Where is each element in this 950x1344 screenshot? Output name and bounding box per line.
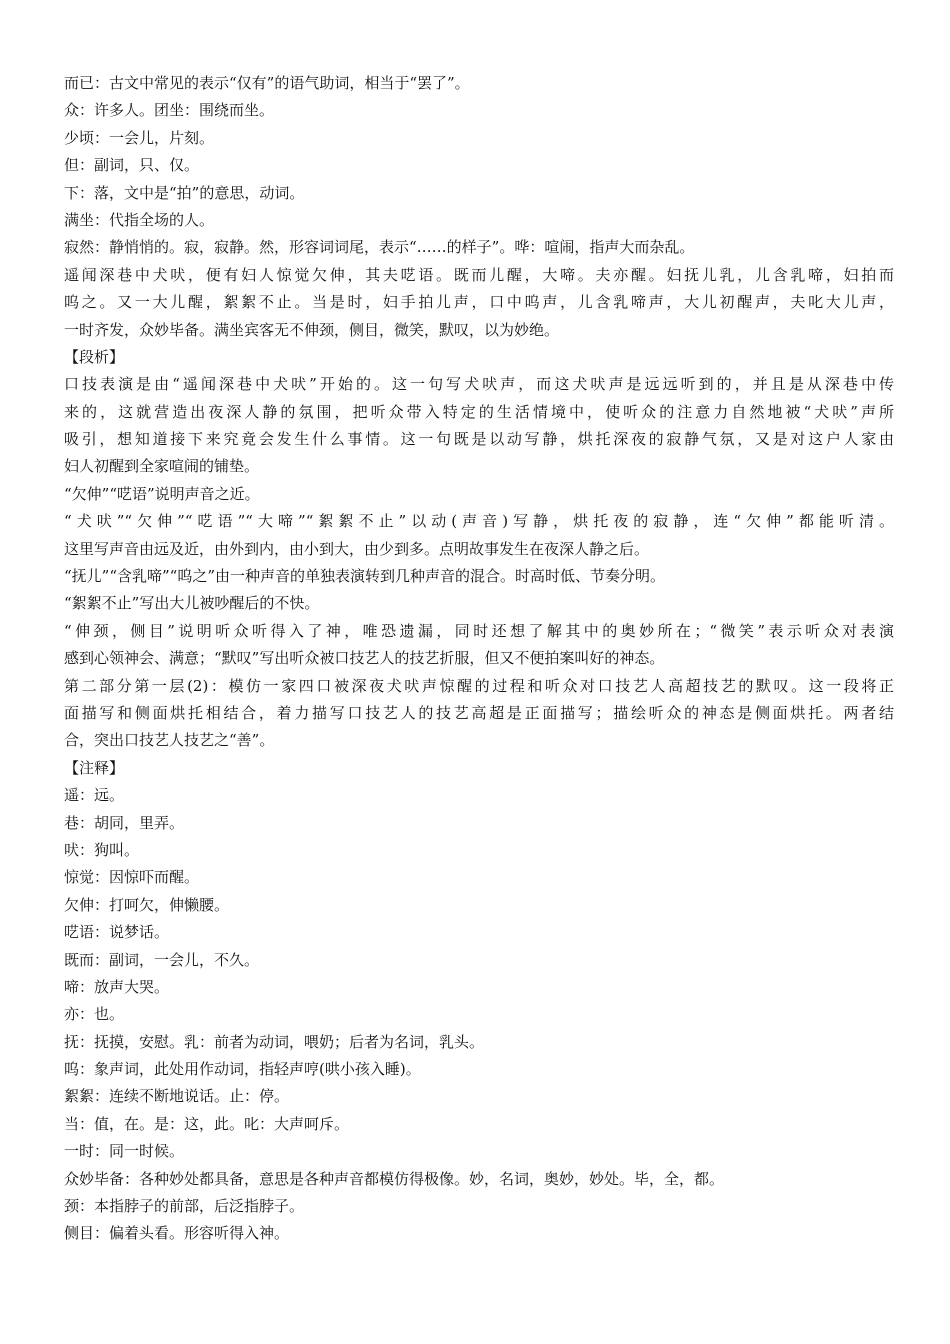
paragraph-line: 来的，这就营造出夜深人静的氛围，把听众带入特定的生活情境中，使听众的注意力自然地被“犬吠”声所 [64, 402, 894, 421]
paragraph-line: 吸引，想知道接下来究竟会发生什么事情。这一句既是以动写静，烘托深夜的寂静气氛，又是对这户人家由 [64, 430, 894, 449]
text-line: 众：许多人。团坐：围绕而坐。 [64, 101, 275, 120]
paragraph-line: 呜之。又一大儿醒，絮絮不止。当是时，妇手拍儿声，口中呜声，儿含乳啼声，大儿初醒声，夫叱大儿声， [64, 293, 894, 312]
annotation-line: 一时：同一时候。 [64, 1142, 185, 1161]
text-line: 少顷：一会儿，片刻。 [64, 128, 215, 147]
section-heading: 【段析】 [64, 347, 125, 366]
paragraph-line: “犬吠”“欠伸”“呓语”“大啼”“絮絮不止”以动(声音)写静，烘托夜的寂静，连“欠伸”都能听清。 [64, 512, 894, 531]
annotation-line: 众妙毕备：各种妙处都具备，意思是各种声音都模仿得极像。妙，名词，奥妙，妙处。毕，全，都。 [64, 1169, 725, 1188]
annotation-line: 侧目：偏着头看。形容听得入神。 [64, 1224, 290, 1243]
paragraph-line: 这里写声音由远及近，由外到内，由小到大，由少到多。点明故事发生在夜深人静之后。 [64, 539, 650, 558]
annotation-line: 亦：也。 [64, 1005, 125, 1024]
paragraph-line: 面描写和侧面烘托相结合，着力描写口技艺人的技艺高超是正面描写；描绘听众的神态是侧面烘托。两者结 [64, 703, 894, 722]
paragraph-line: 第二部分第一层(2)：模仿一家四口被深夜犬吠声惊醒的过程和听众对口技艺人高超技艺的默叹。这一段将正 [64, 676, 894, 695]
text-line: 寂然：静悄悄的。寂，寂静。然，形容词词尾，表示“……的样子”。哗：喧闹，指声大而杂乱。 [64, 238, 695, 257]
paragraph-line: 感到心领神会、满意；“默叹”写出听众被口技艺人的技艺折服，但又不便拍案叫好的神态。 [64, 649, 665, 668]
annotation-line: 颈：本指脖子的前部，后泛指脖子。 [64, 1197, 305, 1216]
annotation-line: 絮絮：连续不断地说话。止：停。 [64, 1087, 290, 1106]
annotation-line: 当：值，在。是：这，此。叱：大声呵斥。 [64, 1114, 350, 1133]
annotation-line: 巷：胡同，里弄。 [64, 813, 185, 832]
annotation-line: 呜：象声词，此处用作动词，指轻声哼(哄小孩入睡)。 [64, 1060, 421, 1079]
annotation-line: 吠：狗叫。 [64, 840, 140, 859]
paragraph-line: 合，突出口技艺人技艺之“善”。 [64, 731, 275, 750]
text-line: 下：落，文中是“拍”的意思，动词。 [64, 183, 305, 202]
annotation-line: 遥：远。 [64, 786, 125, 805]
annotation-line: 呓语：说梦话。 [64, 923, 170, 942]
section-heading: 【注释】 [64, 758, 125, 777]
document-page [64, 70, 894, 1248]
annotation-line: 既而：副词，一会儿，不久。 [64, 950, 260, 969]
annotation-line: 欠伸：打呵欠，伸懒腰。 [64, 895, 230, 914]
text-line: 满坐：代指全场的人。 [64, 210, 215, 229]
text-line: 而已：古文中常见的表示“仅有”的语气助词，相当于“罢了”。 [64, 74, 470, 92]
text-line: “抚儿”“含乳啼”“呜之”由一种声音的单独表演转到几种声音的混合。时高时低、节奏分明。 [64, 567, 666, 586]
text-line: 但：副词，只、仅。 [64, 156, 200, 175]
text-line: “欠伸”“呓语”说明声音之近。 [64, 484, 260, 503]
annotation-line: 抚：抚摸，安慰。乳：前者为动词，喂奶；后者为名词，乳头。 [64, 1032, 485, 1051]
text-line: “絮絮不止”写出大儿被吵醒后的不快。 [64, 594, 320, 613]
annotation-line: 啼：放声大哭。 [64, 977, 170, 996]
paragraph-line: 遥闻深巷中犬吠，便有妇人惊觉欠伸，其夫呓语。既而儿醒，大啼。夫亦醒。妇抚儿乳，儿含乳啼，妇拍而 [64, 265, 894, 284]
paragraph-line: 一时齐发，众妙毕备。满坐宾客无不伸颈，侧目，微笑，默叹，以为妙绝。 [64, 320, 560, 339]
paragraph-line: 妇人初醒到全家喧闹的铺垫。 [64, 457, 260, 476]
paragraph-line: 口技表演是由“遥闻深巷中犬吠”开始的。这一句写犬吠声，而这犬吠声是远远听到的，并且是从深巷中传 [64, 375, 894, 394]
annotation-line: 惊觉：因惊吓而醒。 [64, 868, 200, 887]
paragraph-line: “伸颈，侧目”说明听众听得入了神，唯恐遗漏，同时还想了解其中的奥妙所在；“微笑”表示听众对表演 [64, 621, 894, 640]
